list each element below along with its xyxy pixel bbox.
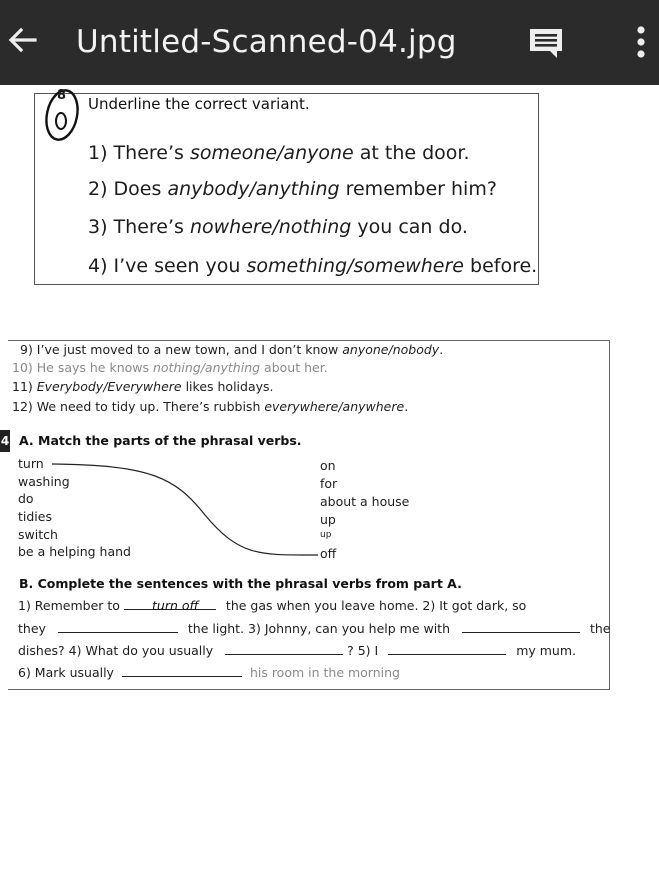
match-right-item: up [320, 530, 332, 540]
exercise-item: 3) There’s nowhere/nothing you can do. [88, 216, 468, 238]
exercise-item: 11) Everybody/Everywhere likes holidays. [12, 379, 274, 394]
exercise-item: 10) He says he knows nothing/anything about her. [12, 360, 328, 375]
part-a-title: A. Match the parts of the phrasal verbs. [19, 433, 302, 448]
exercise-instruction: Underline the correct variant. [88, 95, 310, 113]
match-left-item: switch [18, 527, 58, 542]
match-left-item: washing [18, 474, 70, 489]
match-left-item: tidies [18, 509, 52, 524]
exercise-item: 1) There’s someone/anyone at the door. [88, 142, 470, 164]
match-right-item: for [320, 476, 338, 491]
handwritten-answer: turn off [152, 598, 199, 613]
exercise-number: 8 [57, 88, 67, 103]
sentence-line: dishes? 4) What do you usually ? 5) I my mum. [18, 643, 576, 658]
match-right-item: about a house [320, 494, 410, 509]
exercise-item: 9) I’ve just moved to a new town, and I don’t know anyone/nobody. [20, 342, 444, 357]
top-app-bar [0, 0, 659, 85]
sentence-line: 6) Mark usually his room in the morning [18, 665, 400, 680]
match-left-item: do [18, 491, 34, 506]
match-right-item: off [320, 546, 337, 561]
arrow-back-icon[interactable] [4, 22, 40, 58]
file-title: Untitled-Scanned-04.jpg [76, 24, 457, 60]
comment-icon[interactable] [527, 26, 565, 60]
part-b-title: B. Complete the sentences with the phrasal verbs from part A. [19, 576, 462, 591]
exercise-item: 2) Does anybody/anything remember him? [88, 178, 497, 200]
sentence-line: 1) Remember to the gas when you leave home. 2) It got dark, so [18, 598, 527, 613]
match-right-item: up [320, 512, 336, 527]
exercise-number: 4 [0, 430, 10, 452]
match-left-item: be a helping hand [18, 544, 131, 559]
exercise-item: 4) I’ve seen you something/somewhere before. [88, 255, 538, 277]
match-right-item: on [320, 458, 336, 473]
match-left-item: turn [18, 456, 44, 471]
exercise-item: 12) We need to tidy up. There’s rubbish everywhere/anywhere. [12, 399, 409, 414]
sentence-line: they the light. 3) Johnny, can you help me with the [18, 621, 611, 636]
scanned-document [0, 85, 659, 896]
more-vert-icon[interactable] [630, 22, 650, 62]
match-connector-line [0, 85, 659, 896]
